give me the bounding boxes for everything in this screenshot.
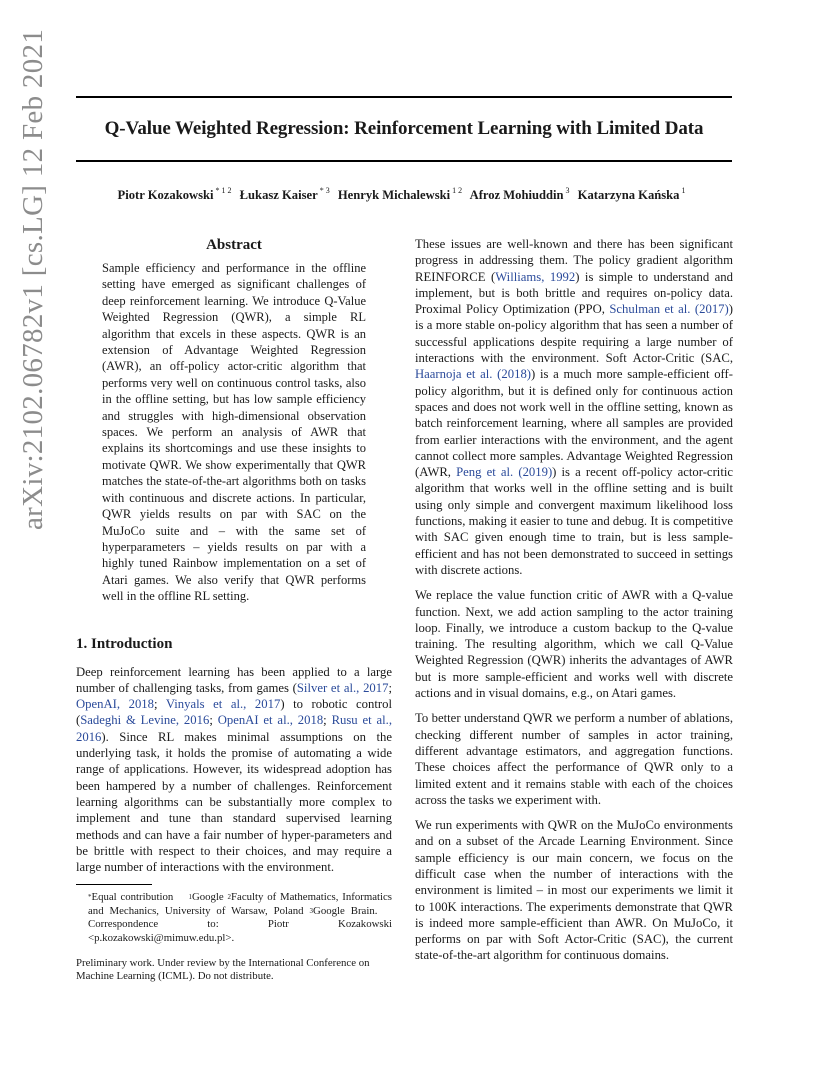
- citation-link[interactable]: Silver et al., 2017: [296, 680, 389, 695]
- arxiv-identifier: arXiv:2102.06782v1 [cs.LG] 12 Feb 2021: [17, 28, 49, 530]
- title-bottom-rule: [76, 160, 732, 162]
- intro-paragraph: Deep reinforcement learning has been applied to a large number of challenging tasks, from games (Silver et al., 2017; OpenAI, 2018; Vinyals et al., 2017) to robotic control (Sadeghi & Levine, 2016; OpenAI et al., 2018; Rusu et al., 2016). Since RL makes minimal assumptions on the underlying task, it holds the promise of automating a wide range of applications. However, its widespread adoption has been hampered by a number of challenges. Reinforcement learning algorithms can be substantially more complex to implement and tune than standard supervised learning methods and can have a fair number of hyper-parameters and be brittle with respect to their choices, and may require a large number of interactions with the environment.: [76, 664, 393, 875]
- right-column: [415, 236, 733, 973]
- author-name: Piotr Kozakowski: [117, 188, 214, 202]
- citation-link[interactable]: Sadeghi & Levine, 2016: [80, 713, 210, 728]
- paper-title: Q-Value Weighted Regression: Reinforcement Learning with Limited Data: [104, 118, 704, 139]
- body-paragraph: To better understand QWR we perform a number of ablations, checking different number of samples in actor training, different advantage estimators, and aggregation functions. These choices affect the performance of QWR only to a limited extent and it remains stable with each of the choices across the tasks we experiment with.: [415, 711, 733, 807]
- footnote: *Equal contribution $^1$Google $^2$Faculty of Mathematics, Informatics and Mechanics, University of Warsaw, Poland $^3$Google Brain. Correspondence to: Piotr Kozakowski <p.kozakowski@mimuw.edu.pl>.: [88, 891, 393, 944]
- body-paragraph: These issues are well-known and there has been significant progress in addressing them. The policy gradient algorithm REINFORCE (Williams, 1992) is simple to understand and implement, but is both brittle and requires on-policy data. Proximal Policy Optimization (PPO, Schulman et al. (2017)) is a more stable on-policy algorithm that has seen a number of successful applications despite requiring a large number of interactions with the environment. Soft Actor-Critic (SAC, Haarnoja et al. (2018)) is a much more sample-efficient off-policy algorithm, but it is defined only for continuous action spaces and does not work well in the offline setting, known as batch reinforcement learning, where all samples are provided from earlier interactions with the environment, and the agent cannot collect more samples. Advantage Weighted Regression (AWR, Peng et al. (2019)) is a recent off-policy actor-critic algorithm that works well in the offline setting and is built using only simple and convergent maximum likelihood loss functions, making it easier to tune and debug. It is competitive with SAC given enough time to train, but is less sample-efficient and has not been demonstrated to succeed in settings with discrete actions.: [415, 237, 733, 577]
- author-affiliation-marks: * 1 2: [215, 186, 232, 195]
- body-paragraph: We run experiments with QWR on the MuJoCo environments and on a subset of the Arcade Learning Environment. Since sample efficiency is our main concern, we focus on the difficult case when the number of interactions with the environment is limited – in most our experiments we limit it to 100K interactions. The experiments demonstrate that QWR is indeed more sample-efficient than AWR. On MuJoCo, it performs on par with Soft Actor-Critic (SAC), the current state-of-the-art algorithm for continuous domains.: [415, 818, 733, 963]
- title-top-rule: [76, 96, 732, 98]
- author-name: Henryk Michalewski: [337, 188, 451, 202]
- author-affiliation-marks: 1: [681, 186, 686, 195]
- author-affiliation-marks: 3: [565, 186, 570, 195]
- citation-link[interactable]: Williams, 1992: [495, 269, 576, 284]
- author-affiliation-marks: 1 2: [452, 186, 463, 195]
- left-column: [76, 236, 392, 984]
- author-name: Afroz Mohiuddin: [469, 188, 564, 202]
- citation-link[interactable]: OpenAI, 2018: [76, 697, 154, 712]
- author-name: Łukasz Kaiser: [239, 188, 318, 202]
- preliminary-notice: Preliminary work. Under review by the International Conference on Machine Learning (ICML). Do not distribute.: [76, 957, 370, 983]
- citation-link[interactable]: Vinyals et al., 2017: [165, 697, 281, 712]
- citation-link[interactable]: Rusu et al., 2016: [76, 713, 393, 744]
- citation-link[interactable]: Peng et al. (2019): [456, 465, 553, 480]
- author-affiliation-marks: * 3: [319, 186, 330, 195]
- abstract-text: Sample efficiency and performance in the offline setting have emerged as significant challenges of deep reinforcement learning. We introduce Q-Value Weighted Regression (QWR), a simple RL algorithm that excels in these aspects. QWR is an extension of Advantage Weighted Regression (AWR), an off-policy actor-critic algorithm that performs very well on continuous control tasks, also in the offline setting, but has low sample efficiency and struggles with high-dimensional observation spaces. We perform an analysis of AWR that explains its shortcomings and use these insights to motivate QWR. We show experimentally that QWR matches the state-of-the-art algorithms both on tasks with continuous and discrete actions. In particular, QWR yields results on par with SAC on the MuJoCo suite and – with the same set of hyperparameters – yields results on par with a highly tuned Rainbow implementation on a set of Atari games. We also verify that QWR performs well in the offline RL setting.: [102, 261, 366, 604]
- citation-link[interactable]: Schulman et al. (2017): [609, 302, 729, 317]
- author-list: [76, 188, 732, 203]
- author-name: Katarzyna Kańska: [577, 188, 680, 202]
- abstract-heading: Abstract: [206, 237, 262, 253]
- footnote-rule: [76, 884, 152, 885]
- citation-link[interactable]: Haarnoja et al. (2018): [415, 367, 532, 382]
- introduction-heading: 1. Introduction: [76, 635, 173, 652]
- body-paragraph: We replace the value function critic of AWR with a Q-value function. Next, we add action sampling to the actor training loop. Finally, we introduce a custom backup to the Q-value training. The resulting algorithm, which we call Q-Value Weighted Regression (QWR) inherits the advantages of AWR but is more sample-efficient and works well with discrete actions and in visual domains, e.g., on Atari games.: [415, 588, 733, 701]
- citation-link[interactable]: OpenAI et al., 2018: [217, 713, 324, 728]
